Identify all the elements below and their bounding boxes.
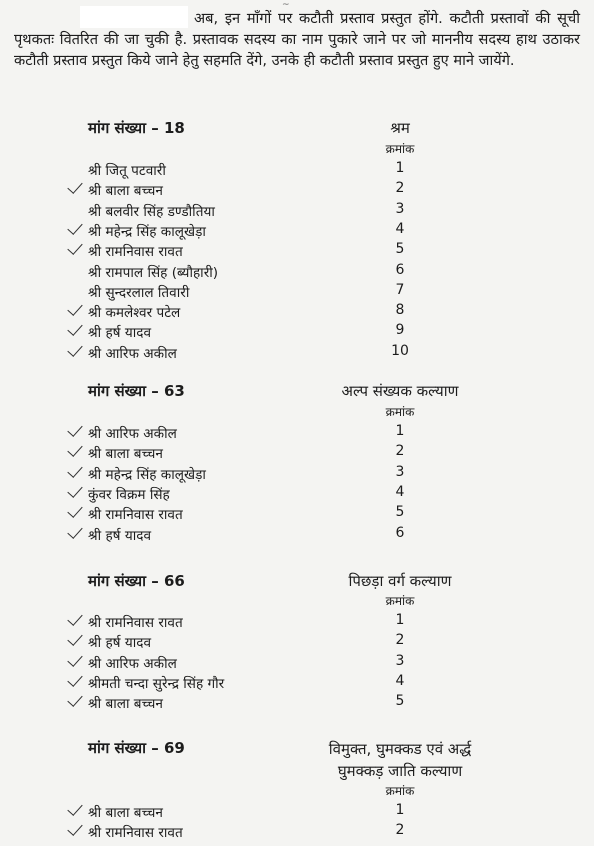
- demand-number-label: मांग संख्या – 69: [88, 739, 185, 757]
- member-row: [0, 262, 594, 282]
- member-name: श्री महेन्द्र सिंह कालूखेड़ा: [88, 466, 206, 483]
- serial-number: 5: [395, 693, 405, 710]
- serial-number: 8: [395, 302, 405, 319]
- serial-number: 6: [395, 261, 405, 278]
- department-title-line: श्रम: [390, 119, 410, 137]
- member-row: [0, 201, 594, 221]
- department-title-line: पिछड़ा वर्ग कल्याण: [348, 572, 452, 590]
- serial-number: 5: [395, 241, 405, 258]
- handwritten-tick-mark: [67, 820, 82, 836]
- member-name: श्री बाला बच्चन: [88, 183, 163, 200]
- department-title: [300, 118, 500, 138]
- department-title: [300, 381, 500, 401]
- member-row: [0, 653, 594, 673]
- serial-number: 2: [395, 443, 405, 460]
- serial-column-header: क्रमांक: [385, 594, 415, 608]
- handwritten-tick-mark: [67, 691, 82, 707]
- member-name: श्री बाला बच्चन: [88, 446, 163, 463]
- handwritten-tick-mark: [67, 300, 82, 316]
- member-name: श्री रामनिवास रावत: [88, 825, 183, 842]
- department-title-line: अल्प संख्यक कल्याण: [341, 382, 459, 400]
- member-row: [0, 632, 594, 652]
- member-name: श्री रामनिवास रावत: [88, 244, 183, 261]
- member-row: [0, 673, 594, 693]
- handwritten-tick-mark: [67, 421, 82, 437]
- department-title-line: घुमक्कड़ जाति कल्याण: [337, 762, 463, 780]
- serial-number: 3: [395, 200, 405, 217]
- member-name: श्री महेन्द्र सिंह कालूखेड़ा: [88, 223, 206, 240]
- serial-number: 2: [395, 822, 405, 839]
- member-row: [0, 160, 594, 180]
- handwritten-tick-mark: [67, 219, 82, 235]
- member-name: श्री हर्ष यादव: [88, 325, 152, 342]
- member-row: [0, 802, 594, 822]
- serial-number: 9: [395, 322, 405, 339]
- member-row: [0, 322, 594, 342]
- demand-number-label: मांग संख्या – 18: [88, 119, 185, 137]
- serial-number: 3: [395, 463, 405, 480]
- intro-rest: की सूची पृथकतः वितरित की जा चुकी है. प्रस्तावक सदस्य का नाम पुकारे जाने पर जो माननीय सदस्य हाथ उठाकर कटौती प्रस्ताव प्रस्तुत किये जाने हेतु सहमति देंगे, उनके ही कटौती प्रस्ताव प्रस्तुत हुए माने जायेंगे.: [14, 10, 580, 69]
- member-name: श्रीमती चन्दा सुरेन्द्र सिंह गौर: [88, 675, 225, 692]
- member-name: श्री कमलेश्वर पटेल: [88, 305, 181, 322]
- handwritten-tick-mark: [67, 321, 82, 337]
- serial-number: 3: [395, 652, 405, 669]
- serial-number: 1: [395, 160, 405, 176]
- member-name: श्री बलवीर सिंह डण्डौतिया: [88, 203, 215, 220]
- serial-number: 4: [395, 483, 405, 500]
- serial-column-header: क्रमांक: [385, 142, 415, 156]
- department-title: [300, 738, 500, 782]
- serial-number: 7: [395, 281, 405, 298]
- demand-number-label: मांग संख्या – 66: [88, 572, 185, 590]
- member-row: [0, 504, 594, 524]
- serial-number: 6: [395, 524, 405, 541]
- member-row: [0, 343, 594, 363]
- handwritten-tick-mark: [67, 610, 82, 626]
- handwritten-tick-mark: [67, 482, 82, 498]
- member-name: श्री हर्ष यादव: [88, 635, 152, 652]
- member-row: [0, 484, 594, 504]
- member-row: [0, 302, 594, 322]
- handwritten-tick-mark: [67, 441, 82, 457]
- member-name: श्री आरिफ अकील: [88, 345, 177, 362]
- serial-number: 1: [395, 612, 405, 628]
- handwritten-tick-mark: [67, 630, 82, 646]
- handwritten-tick-mark: [67, 800, 82, 816]
- handwritten-tick-mark: [67, 651, 82, 667]
- handwritten-tick-mark: [67, 502, 82, 518]
- serial-column-header: क्रमांक: [385, 405, 415, 419]
- member-name: श्री आरिफ अकील: [88, 426, 177, 442]
- member-row: [0, 180, 594, 200]
- intro-line-1: अब, इन माँगों पर कटौती प्रस्ताव प्रस्तुत होंगे. कटौती प्रस्तावों: [194, 10, 529, 27]
- serial-number: 1: [395, 423, 405, 439]
- member-name: श्री रामपाल सिंह (ब्यौहारी): [88, 264, 219, 281]
- handwritten-tick-mark: [67, 178, 82, 194]
- member-row: [0, 221, 594, 241]
- member-name: कुंवर विक्रम सिंह: [88, 486, 170, 503]
- member-row: [0, 282, 594, 302]
- serial-number: 4: [395, 672, 405, 689]
- handwritten-tick-mark: [67, 671, 82, 687]
- member-name: श्री रामनिवास रावत: [88, 507, 183, 524]
- member-row: [0, 464, 594, 484]
- member-row: [0, 241, 594, 261]
- department-title: [300, 571, 500, 591]
- member-name: श्री बाला बच्चन: [88, 805, 163, 821]
- member-name: श्री सुन्दरलाल तिवारी: [88, 284, 190, 301]
- member-row: [0, 612, 594, 632]
- member-row: [0, 693, 594, 713]
- redaction-box: [80, 6, 188, 28]
- handwritten-tick-mark: [67, 239, 82, 255]
- top-mark: ~: [282, 0, 290, 10]
- serial-number: 4: [395, 220, 405, 237]
- serial-column-header: क्रमांक: [385, 784, 415, 798]
- demand-number-label: मांग संख्या – 63: [88, 382, 185, 400]
- member-row: [0, 423, 594, 443]
- serial-number: 10: [391, 342, 409, 359]
- department-title-line: विमुक्त, घुमक्कड एवं अर्द्ध: [328, 740, 472, 758]
- handwritten-tick-mark: [67, 341, 82, 357]
- serial-number: 2: [395, 632, 405, 649]
- member-row: [0, 822, 594, 842]
- member-name: श्री हर्ष यादव: [88, 527, 152, 544]
- member-name: श्री रामनिवास रावत: [88, 615, 183, 631]
- member-name: श्री आरिफ अकील: [88, 655, 177, 672]
- handwritten-tick-mark: [67, 462, 82, 478]
- serial-number: 5: [395, 504, 405, 521]
- member-name: श्री जितू पटवारी: [88, 163, 166, 179]
- member-row: [0, 525, 594, 545]
- member-row: [0, 443, 594, 463]
- handwritten-tick-mark: [67, 523, 82, 539]
- member-name: श्री बाला बच्चन: [88, 696, 163, 713]
- serial-number: 1: [395, 802, 405, 818]
- serial-number: 2: [395, 180, 405, 197]
